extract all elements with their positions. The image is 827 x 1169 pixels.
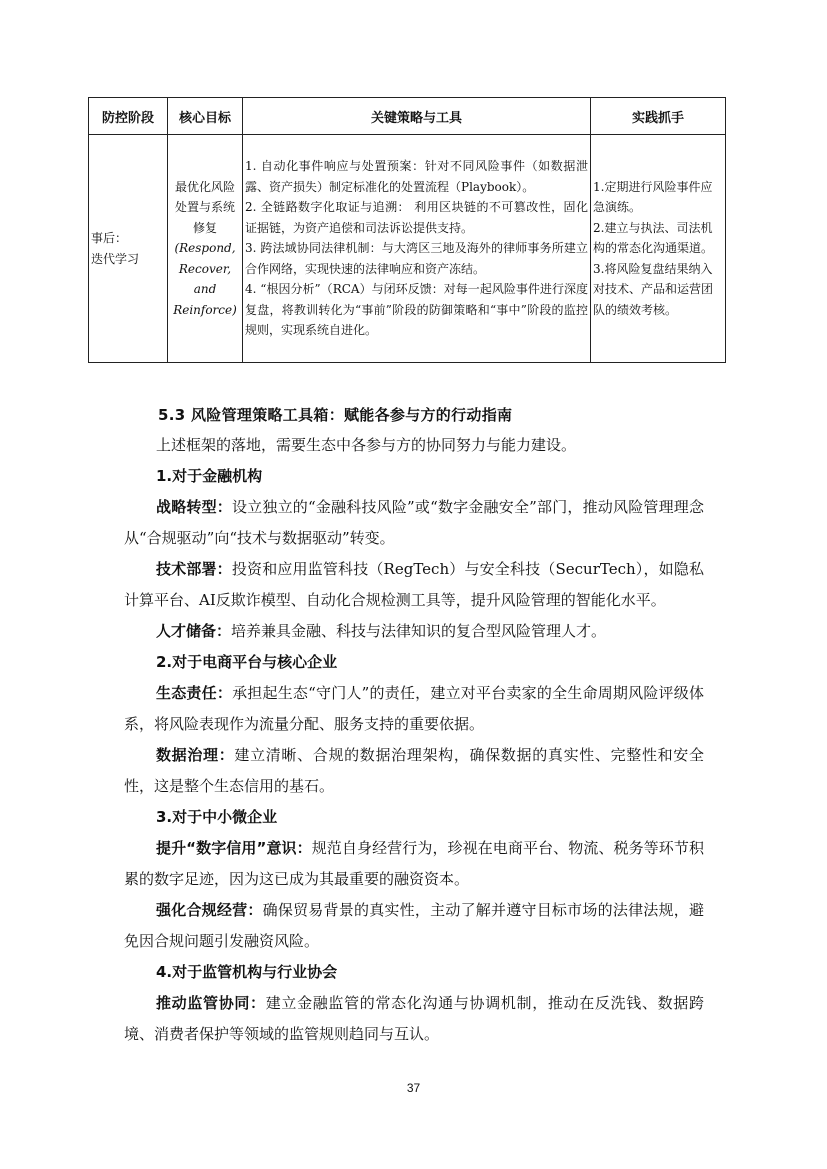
list-item: [124, 833, 704, 895]
header-strategy: 关键策略与工具: [243, 98, 591, 135]
item-text: 承担起生态“守门人”的责任，建立对平台卖家的全生命周期风险评级体系，将风险表现作为流量分配、服务支持的重要依据。: [124, 684, 704, 733]
item-label: 数据治理：: [156, 746, 235, 764]
item-text: 建立金融监管的常态化沟通与协调机制，推动在反洗钱、数据跨境、消费者保护等领域的监管规则趋同与互认。: [124, 994, 704, 1043]
page-number: 37: [406, 1081, 421, 1095]
item-label: 战略转型：: [156, 498, 232, 516]
item-label: 技术部署：: [156, 560, 232, 578]
phase-line: 事后：: [91, 231, 128, 245]
header-phase: 防控阶段: [89, 98, 168, 135]
goal-en-line: Recover,: [178, 261, 232, 276]
cell-practice: [591, 135, 726, 363]
header-practice: 实践抓手: [591, 98, 726, 135]
goal-line: 最优化风险: [174, 179, 235, 194]
cell-phase: [89, 135, 168, 363]
item-label: 强化合规经营：: [156, 901, 263, 919]
practice-item: 3.将风险复盘结果纳入对技术、产品和运营团队的绩效考核。: [593, 261, 714, 317]
item-text: 设立独立的“金融科技风险”或“数字金融安全”部门，推动风险管理理念从“合规驱动”向“技术与数据驱动”转变。: [124, 498, 704, 547]
practice-item: 2.建立与执法、司法机构的常态化沟通渠道。: [593, 220, 714, 256]
strategy-item: 1. 自动化事件响应与处置预案：针对不同风险事件（如数据泄露、资产损失）制定标准化的处置流程（Playbook）。: [245, 159, 588, 194]
header-goal: 核心目标: [168, 98, 243, 135]
section-intro: 上述框架的落地，需要生态中各参与方的协同努力与能力建设。: [156, 436, 577, 454]
item-label: 生态责任：: [156, 684, 233, 702]
list-item: [124, 895, 704, 957]
goal-en-line: and: [193, 282, 217, 297]
goal-en-line: (Respond,: [174, 241, 236, 256]
item-text: 确保贸易背景的真实性，主动了解并遵守目标市场的法律法规，避免因合规问题引发融资风险。: [124, 901, 704, 950]
risk-phase-table: [88, 97, 726, 363]
strategy-item: 2. 全链路数字化取证与追溯： 利用区块链的不可篡改性，固化证据链，为资产追偿和司法诉讼提供支持。: [245, 200, 588, 235]
item-text: 培养兼具金融、科技与法律知识的复合型风险管理人才。: [231, 622, 607, 640]
cell-strategy: [243, 135, 591, 363]
goal-line: 处置与系统: [174, 200, 235, 215]
list-item: [124, 678, 704, 740]
group-title: 4.对于监管机构与行业协会: [156, 963, 338, 981]
practice-item: 1.定期进行风险事件应急演练。: [593, 179, 713, 215]
list-item: [124, 740, 704, 802]
table-row: [89, 135, 726, 363]
group-title: 3.对于中小微企业: [156, 808, 278, 826]
goal-en-line: Reinforce): [173, 302, 237, 317]
list-item: [124, 554, 704, 616]
cell-goal: [168, 135, 243, 363]
list-item: [124, 616, 704, 647]
item-label: 推动监管协同：: [156, 994, 266, 1012]
group-title: 2.对于电商平台与核心企业: [156, 653, 338, 671]
item-label: 提升“数字信用”意识：: [156, 839, 312, 857]
item-label: 人才储备：: [156, 622, 232, 640]
phase-line: 迭代学习: [91, 251, 140, 266]
item-text: 投资和应用监管科技（RegTech）与安全科技（SecurTech），如隐私计算平台、AI反欺诈模型、自动化合规检测工具等，提升风险管理的智能化水平。: [124, 560, 704, 609]
goal-line: 修复: [192, 220, 217, 235]
strategy-item: 4. “根因分析”（RCA）与闭环反馈：对每一起风险事件进行深度复盘，将教训转化为“事前”阶段的防御策略和“事中”阶段的监控规则，实现系统自进化。: [245, 282, 588, 338]
list-item: [124, 988, 704, 1050]
item-text: 建立清晰、合规的数据治理架构，确保数据的真实性、完整性和安全性，这是整个生态信用的基石。: [124, 746, 704, 795]
strategy-item: 3. 跨法域协同法律机制：与大湾区三地及海外的律师事务所建立合作网络，实现快速的法律响应和资产冻结。: [245, 241, 588, 276]
item-text: 规范自身经营行为，珍视在电商平台、物流、税务等环节积累的数字足迹，因为这已成为其最重要的融资资本。: [124, 839, 704, 888]
section-body: [124, 430, 704, 1050]
section-heading: 5.3 风险管理策略工具箱：赋能各参与方的行动指南: [158, 406, 513, 424]
table-header-row: [89, 98, 726, 135]
group-title: 1.对于金融机构: [156, 467, 263, 485]
list-item: [124, 492, 704, 554]
